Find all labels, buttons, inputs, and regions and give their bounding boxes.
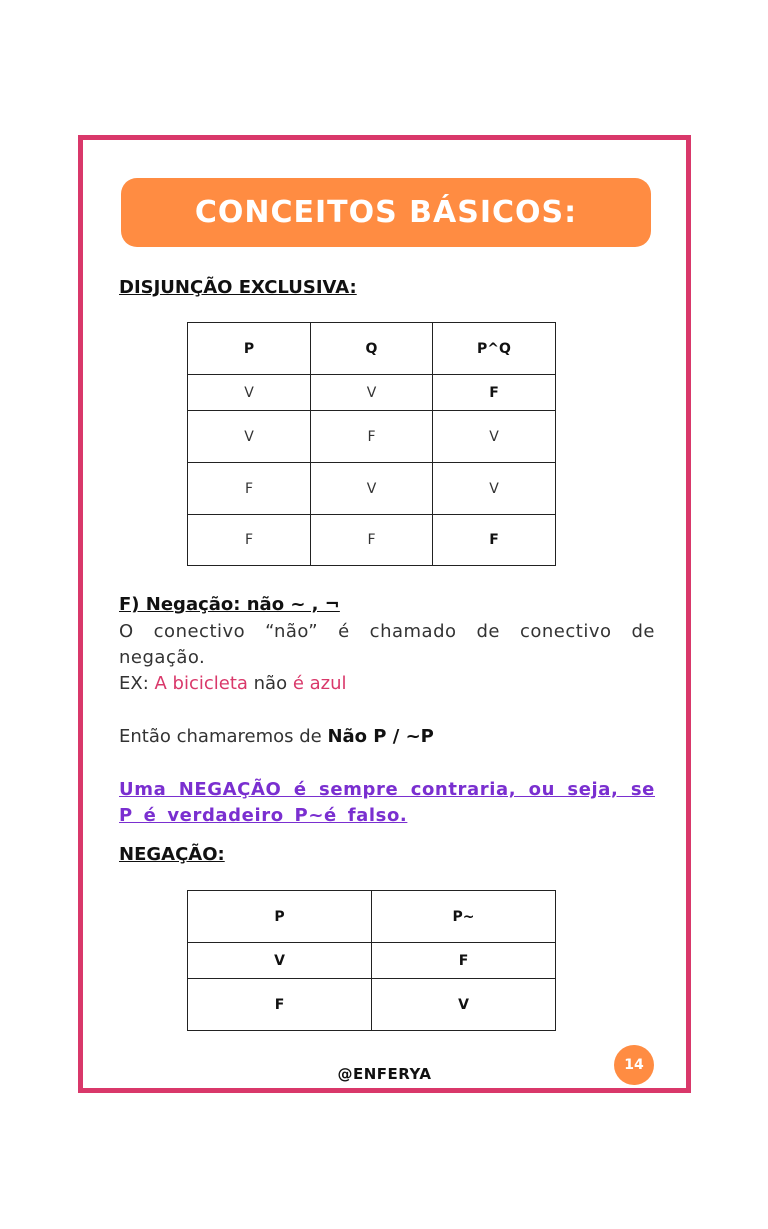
example-negation: não <box>247 673 293 694</box>
table-cell: F <box>188 515 311 566</box>
table-cell: V <box>188 411 311 463</box>
banner-title: CONCEITOS BÁSICOS: <box>194 195 578 230</box>
section-heading-disjuncao: DISJUNÇÃO EXCLUSIVA: <box>119 277 357 298</box>
table-row <box>188 979 556 1031</box>
table-row <box>188 411 556 463</box>
example-predicate: é azul <box>292 673 347 694</box>
page-frame <box>78 135 691 1093</box>
negation-highlight: Uma NEGAÇÃO é sempre contraria, ou seja, se P é verdadeiro P~é falso. <box>119 779 655 826</box>
section-heading-negacao: NEGAÇÃO: <box>119 844 225 865</box>
truth-table-disjuncao <box>187 322 556 566</box>
section-heading-negacao-def: F) Negação: não ~ , ¬ <box>119 594 340 615</box>
table-header-cell: P~ <box>372 891 556 943</box>
example-subject: A bicicleta <box>154 673 248 694</box>
table-cell: V <box>188 375 311 411</box>
table-cell: F <box>188 979 372 1031</box>
table-cell: F <box>433 515 556 566</box>
table-cell: F <box>311 515 433 566</box>
then-bold: Não P / ~P <box>327 726 434 747</box>
table-row <box>188 463 556 515</box>
table-cell: V <box>372 979 556 1031</box>
table-cell: V <box>311 463 433 515</box>
then-text: Então chamaremos de <box>119 726 328 747</box>
title-banner <box>121 178 651 247</box>
table-cell: V <box>433 411 556 463</box>
table-header-cell: P <box>188 323 311 375</box>
table-cell: V <box>188 943 372 979</box>
table-header-row <box>188 891 556 943</box>
table-cell: F <box>311 411 433 463</box>
example-line <box>119 671 655 697</box>
footer-handle: @ENFERYA <box>337 1065 432 1083</box>
truth-table-negacao <box>187 890 556 1031</box>
table-cell: F <box>433 375 556 411</box>
table-row <box>188 515 556 566</box>
table-cell: F <box>372 943 556 979</box>
table-header-cell: P <box>188 891 372 943</box>
table-header-cell: Q <box>311 323 433 375</box>
negation-definition: O conectivo “não” é chamado de conectivo de negação. <box>119 621 655 668</box>
page-number: 14 <box>624 1057 644 1073</box>
table-row <box>188 943 556 979</box>
table-header-row <box>188 323 556 375</box>
table-header-cell: P^Q <box>433 323 556 375</box>
then-line <box>119 724 655 750</box>
table-row <box>188 375 556 411</box>
table-cell: F <box>188 463 311 515</box>
table-cell: V <box>311 375 433 411</box>
table-cell: V <box>433 463 556 515</box>
example-label: EX: <box>119 673 155 694</box>
